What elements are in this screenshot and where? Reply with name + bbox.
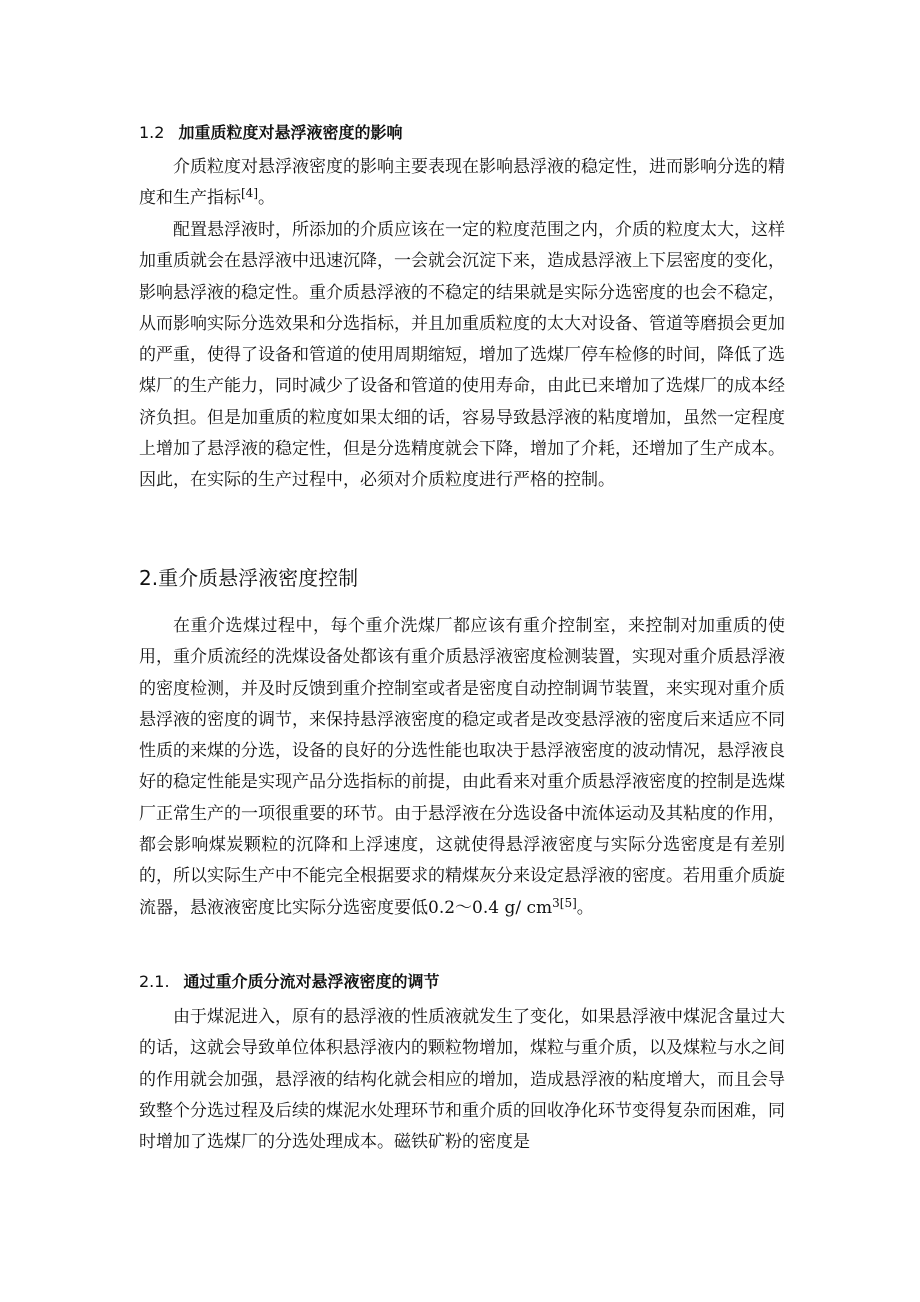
section-heading-2: 2.重介质悬浮液密度控制 [139,566,359,590]
paragraph [139,1002,785,1158]
citation-ref: [4] [241,186,258,201]
paragraph-text: 由于煤泥进入，原有的悬浮液的性质液就发生了变化，如果悬浮液中煤泥含量过大的话，这就会导致单位体积悬浮液内的颗粒物增加，煤粒与重介质，以及煤粒与水之间的作用就会加强，悬浮液的结构化就会相应的增加，造成悬浮液的粘度增大，而且会导致整个分选过程及后续的煤泥水处理环节和重介质的回收净化环节变得复杂而困难，同时增加了选煤厂的分选处理成本。磁铁矿粉的密度是 [139,1007,785,1153]
section-heading-2-1 [139,969,440,992]
paragraph-end: 。 [576,897,594,918]
superscript-ref: 3[5] [552,895,577,910]
paragraph [139,611,785,924]
paragraph-text: 介质粒度对悬浮液密度的影响主要表现在影响悬浮液的稳定性，进而影响分选的精度和生产指标 [139,157,785,209]
section-number: 2.1. [139,972,170,991]
section-heading-1-2 [139,120,402,143]
paragraph [139,215,785,497]
paragraph-end: 。 [258,188,275,209]
paragraph-text: 在重介选煤过程中，每个重介洗煤厂都应该有重介控制室，来控制对加重质的使用，重介质流经的洗煤设备处都该有重介质悬浮液密度检测装置，实现对重介质悬浮液的密度检测，并及时反馈到重介控制室或者是密度自动控制调节装置，来实现对重介质悬浮液的密度的调节，来保持悬浮液密度的稳定或者是改变悬浮液的密度后来适应不同性质的来煤的分选，设备的良好的分选性能也取决于悬浮液密度的波动情况，悬浮液良好的稳定性能是实现产品分选指标的前提，由此看来对重介质悬浮液密度的控制是选煤厂正常生产的一项很重要的环节。由于悬浮液在分选设备中流体运动及其粘度的作用，都会影响煤炭颗粒的沉降和上浮速度，这就使得悬浮液密度与实际分选密度是有差别的，所以实际生产中不能完全根据要求的精煤灰分来设定悬浮液的密度。若用重介质旋流器，悬液液密度比实际分选密度要低0.2～0.4 g/ cm [139,616,785,918]
section-number: 1.2 [139,123,165,142]
paragraph [139,152,785,215]
section-title: 加重质粒度对悬浮液密度的影响 [178,123,403,142]
section-title: 通过重介质分流对悬浮液密度的调节 [183,972,440,991]
paragraph-text: 配置悬浮液时，所添加的介质应该在一定的粒度范围之内，介质的粒度太大，这样加重质就会在悬浮液中迅速沉降，一会就会沉淀下来，造成悬浮液上下层密度的变化，影响悬浮液的稳定性。重介质悬浮液的不稳定的结果就是实际分选密度的也会不稳定，从而影响实际分选效果和分选指标，并且加重质粒度的太大对设备、管道等磨损会更加的严重，使得了设备和管道的使用周期缩短，增加了选煤厂停车检修的时间，降低了选煤厂的生产能力，同时减少了设备和管道的使用寿命，由此已来增加了选煤厂的成本经济负担。但是加重质的粒度如果太细的话，容易导致悬浮液的粘度增加，虽然一定程度上增加了悬浮液的稳定性，但是分选精度就会下降，增加了介耗，还增加了生产成本。因此，在实际的生产过程中，必须对介质粒度进行严格的控制。 [139,220,785,491]
